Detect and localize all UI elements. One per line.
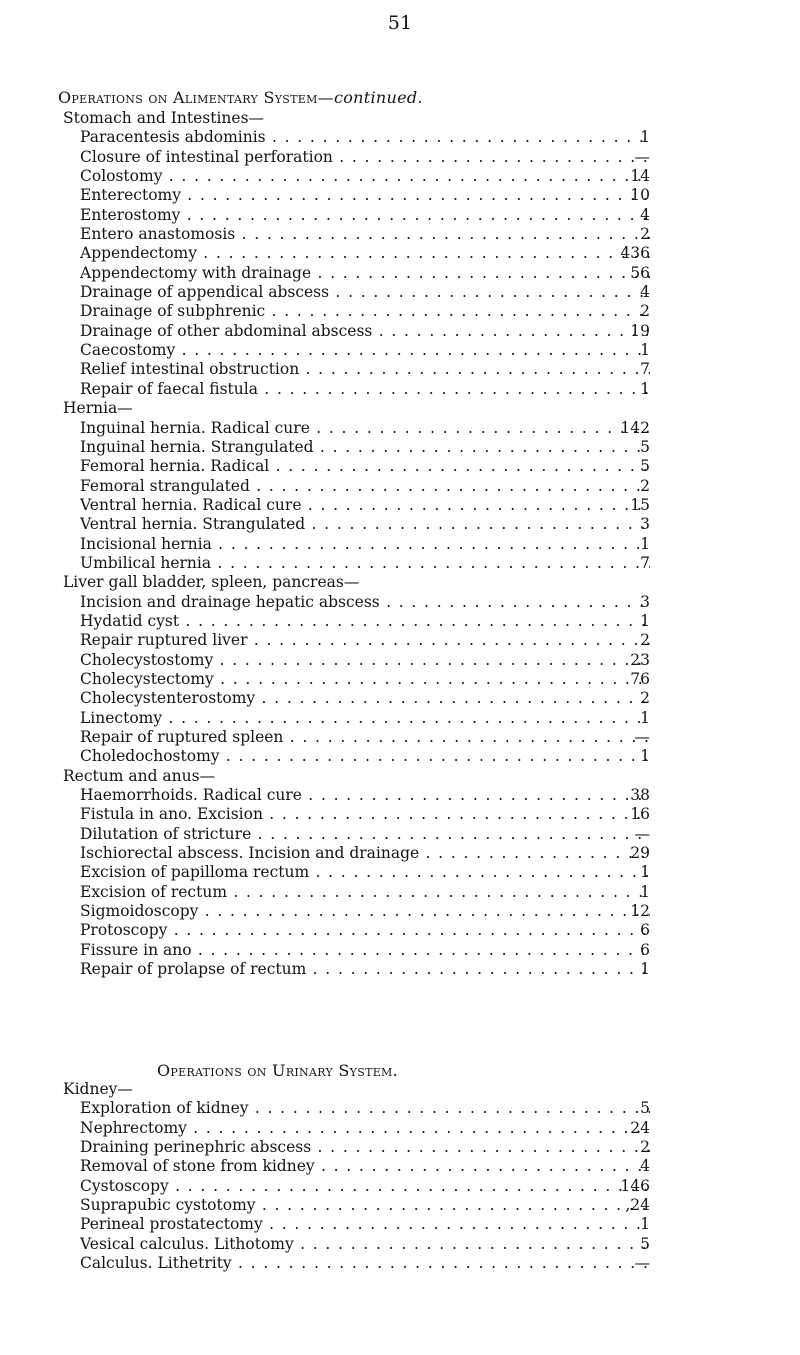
operation-count: 2 — [640, 1138, 650, 1157]
operation-label: Perineal prostatectomy . . . — [80, 1215, 650, 1234]
list-item — [0, 805, 800, 824]
operation-count: 436 — [620, 244, 650, 263]
operation-label: Excision of rectum . . . — [80, 883, 650, 902]
list-item — [0, 477, 800, 496]
operation-label: Colostomy . . . — [80, 167, 650, 186]
operation-count: — — [634, 1254, 650, 1273]
operation-label: Dilutation of stricture . . . — [80, 825, 650, 844]
operation-label: Haemorrhoids. Radical cure . . . — [80, 786, 650, 805]
section-heading-alimentary — [0, 88, 800, 107]
operation-count: — — [634, 824, 650, 843]
group-title: Stomach and Intestines— — [63, 109, 265, 127]
operation-count: 6 — [640, 921, 650, 940]
list-item — [0, 1177, 800, 1196]
list-item — [0, 1254, 800, 1273]
list-item — [0, 1215, 800, 1234]
operation-label: Ventral hernia. Radical cure . . . — [80, 496, 650, 515]
operation-count: 142 — [620, 418, 650, 437]
operation-count: 5 — [640, 1234, 650, 1253]
operation-count: 1 — [640, 882, 650, 901]
operation-count: 38 — [630, 786, 650, 805]
page-number: 51 — [387, 12, 413, 34]
operation-label: Inguinal hernia. Radical cure . . . — [80, 419, 650, 438]
operation-count: 1 — [640, 708, 650, 727]
operation-count: 2 — [640, 225, 650, 244]
list-item — [0, 593, 800, 612]
list-item — [0, 167, 800, 186]
list-item — [0, 322, 800, 341]
list-item — [0, 1196, 800, 1215]
list-item — [0, 515, 800, 534]
group-title: Kidney— — [63, 1080, 133, 1098]
operation-count: — — [634, 728, 650, 746]
operation-count: 2 — [640, 302, 650, 321]
operation-label: Suprapubic cystotomy . . . — [80, 1196, 650, 1215]
list-item — [0, 728, 800, 747]
list-item — [0, 902, 800, 921]
operation-label: Enterostomy . . . — [80, 206, 650, 225]
operation-label: Removal of stone from kidney . . . — [80, 1157, 650, 1176]
operation-count: 5 — [640, 437, 650, 456]
list-item — [0, 921, 800, 940]
operation-count: 4 — [640, 205, 650, 224]
operation-label: Caecostomy . . . — [80, 341, 650, 360]
operation-count: 76 — [630, 669, 650, 688]
operation-label: Cholecystectomy . . . — [80, 670, 650, 689]
list-item — [0, 264, 800, 283]
list-item — [0, 612, 800, 631]
operation-count: 1 — [640, 379, 650, 398]
operation-count: 29 — [630, 844, 650, 863]
list-item — [0, 496, 800, 515]
operation-count: 16 — [630, 805, 650, 824]
operation-label: Repair ruptured liver . . . — [80, 631, 650, 650]
operation-label: Umbilical hernia . . . — [80, 554, 650, 573]
list-item — [0, 554, 800, 573]
operation-label: Ischiorectal abscess. Incision and drainage . . . — [80, 844, 650, 863]
operation-label: Vesical calculus. Lithotomy . . . — [80, 1235, 650, 1254]
operation-label: Incision and drainage hepatic abscess . . . — [80, 593, 650, 612]
list-item — [0, 380, 800, 399]
list-item — [0, 631, 800, 650]
operation-label: Drainage of appendical abscess . . . — [80, 283, 650, 302]
list-item — [0, 786, 800, 805]
operation-label: Ventral hernia. Strangulated . . . — [80, 515, 650, 534]
operation-count: 1 — [640, 1215, 650, 1234]
operation-label: Cholecystostomy . . . — [80, 651, 650, 670]
operation-count: 2 — [640, 631, 650, 650]
operation-label: Drainage of subphrenic . . . — [80, 302, 650, 321]
operation-label: Relief intestinal obstruction . . . — [80, 360, 650, 379]
list-item — [0, 341, 800, 360]
operation-count: 1 — [640, 863, 650, 882]
operation-count: 56 — [630, 263, 650, 282]
heading-title: Operations on Alimentary System — [58, 88, 318, 107]
operation-count: 10 — [630, 186, 650, 205]
list-item — [0, 283, 800, 302]
heading-dash: — — [317, 88, 334, 107]
operation-count: 1 — [640, 960, 650, 979]
operation-label: Excision of papilloma rectum . . . — [80, 863, 650, 882]
operation-label: Exploration of kidney . . . — [80, 1099, 650, 1118]
list-item — [0, 186, 800, 205]
operation-label: Choledochostomy . . . — [80, 747, 650, 766]
operation-label: Drainage of other abdominal abscess . . . — [80, 322, 650, 341]
operation-count: 1 — [640, 747, 650, 766]
list-item — [0, 883, 800, 902]
heading-continued: continued. — [333, 88, 423, 107]
list-item — [0, 148, 800, 167]
list-item — [0, 302, 800, 321]
operation-label: Sigmoidoscopy . . . — [80, 902, 650, 921]
group-title: Hernia— — [63, 399, 133, 418]
operation-label: Appendectomy with drainage . . . — [80, 264, 650, 283]
list-item — [0, 244, 800, 263]
operation-count: — — [634, 147, 650, 166]
operation-label: Nephrectomy . . . — [80, 1119, 650, 1138]
operation-label: Incisional hernia . . . — [80, 535, 650, 554]
alimentary-operations-list — [0, 109, 800, 979]
list-item — [0, 689, 800, 708]
operation-count: 14 — [630, 167, 650, 186]
list-item — [0, 709, 800, 728]
list-item — [0, 941, 800, 960]
operation-count: 3 — [640, 592, 650, 611]
list-item — [0, 1157, 800, 1176]
list-item — [0, 1138, 800, 1157]
list-item — [0, 670, 800, 689]
operation-count: 1 — [640, 341, 650, 360]
operation-label: Linectomy . . . — [80, 709, 650, 728]
list-item — [0, 419, 800, 438]
operation-count: 3 — [640, 515, 650, 534]
list-item — [0, 225, 800, 244]
operation-label: Repair of prolapse of rectum . . . — [80, 960, 650, 979]
operation-label: Cystoscopy . . . — [80, 1177, 650, 1196]
list-item — [0, 1099, 800, 1118]
operation-label: Draining perinephric abscess . . . — [80, 1138, 650, 1157]
operation-count: 2 — [640, 689, 650, 708]
operation-label: Closure of intestinal perforation . . . — [80, 148, 650, 167]
operation-label: Calculus. Lithetrity . . . — [80, 1254, 650, 1273]
operation-label: Cholecystenterostomy . . . — [80, 689, 650, 708]
list-item — [0, 360, 800, 379]
operation-count: 4 — [640, 283, 650, 302]
section-heading-urinary — [0, 1061, 800, 1080]
operation-label: Paracentesis abdominis . . . — [80, 128, 650, 147]
operation-label: Protoscopy . . . — [80, 921, 650, 940]
operation-label: Femoral strangulated . . . — [80, 477, 650, 496]
list-item — [0, 535, 800, 554]
operation-label: Repair of ruptured spleen . . . — [80, 728, 650, 747]
operation-count: 2 — [640, 476, 650, 495]
operation-label: Inguinal hernia. Strangulated . . . — [80, 438, 650, 457]
list-item — [0, 457, 800, 476]
operation-label: Hydatid cyst . . . — [80, 612, 650, 631]
operation-count: 24 — [630, 1118, 650, 1137]
group-title: Liver gall bladder, spleen, pancreas— — [63, 573, 360, 592]
list-item — [0, 1235, 800, 1254]
operation-label: Fistula in ano. Excision . . . — [80, 805, 650, 824]
list-item — [0, 747, 800, 766]
operation-count: 23 — [630, 650, 650, 669]
list-item — [0, 438, 800, 457]
list-item — [0, 1119, 800, 1138]
operation-label: Appendectomy . . . — [80, 244, 650, 263]
operation-count: 19 — [630, 321, 650, 340]
urinary-operations-list — [0, 1080, 800, 1273]
operation-label: Fissure in ano . . . — [80, 941, 650, 960]
list-item — [0, 960, 800, 979]
operation-count: 7 — [640, 360, 650, 379]
operation-count: 146 — [620, 1176, 650, 1195]
heading-title: Operations on Urinary System. — [157, 1061, 398, 1080]
operation-count: 4 — [640, 1157, 650, 1176]
operation-count: ,24 — [625, 1196, 650, 1215]
operation-count: 6 — [640, 940, 650, 959]
list-item — [0, 863, 800, 882]
operation-label: Entero anastomosis . . . — [80, 225, 650, 244]
operation-count: 15 — [630, 495, 650, 514]
operation-count: 1 — [640, 534, 650, 553]
list-item — [0, 844, 800, 863]
operation-label: Repair of faecal fistula . . . — [80, 380, 650, 399]
group-title: Rectum and anus— — [63, 766, 216, 785]
list-item — [0, 825, 800, 844]
operation-count: 5 — [640, 1099, 650, 1118]
operation-count: 5 — [640, 457, 650, 476]
list-item — [0, 128, 800, 147]
operation-label: Enterectomy . . . — [80, 186, 650, 205]
list-item — [0, 651, 800, 670]
operation-count: 1 — [640, 128, 650, 147]
operation-label: Femoral hernia. Radical . . . — [80, 457, 650, 476]
operation-count: 7 — [640, 553, 650, 572]
operation-count: 1 — [640, 611, 650, 630]
operation-count: 12 — [630, 902, 650, 921]
list-item — [0, 206, 800, 225]
